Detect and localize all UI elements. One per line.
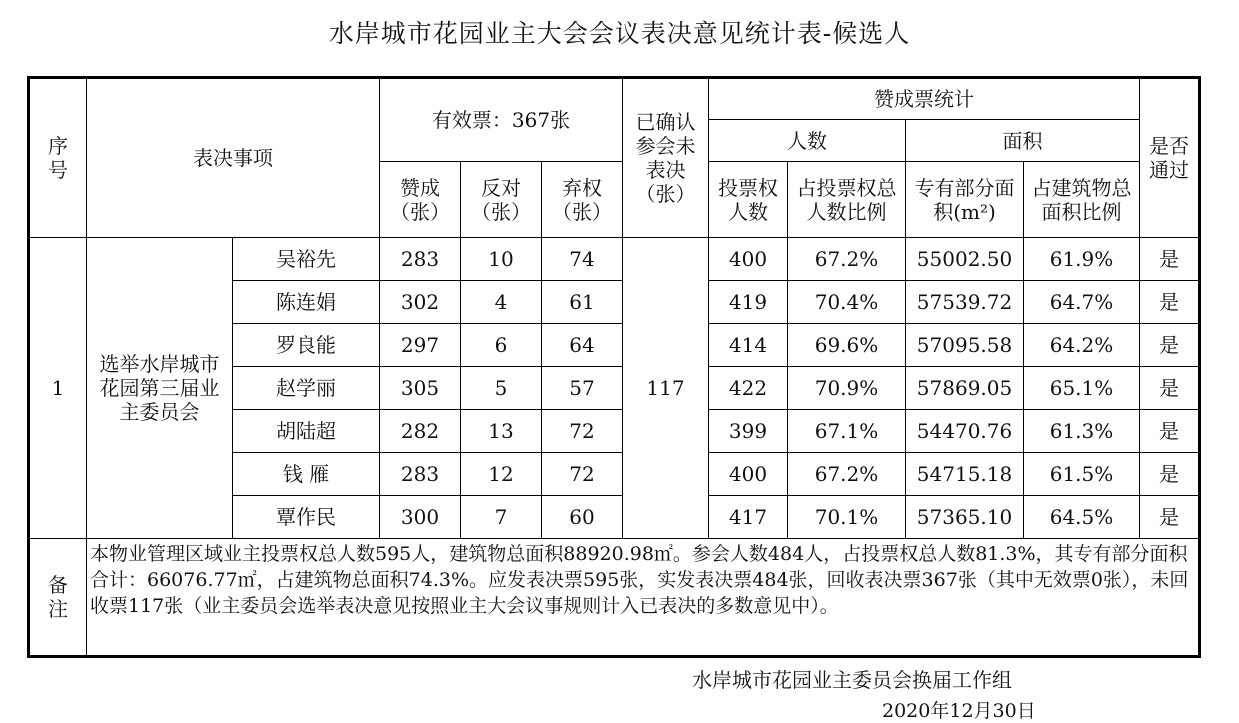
passed-status: 是 [1140, 410, 1200, 453]
abstain-count: 74 [542, 238, 623, 281]
approve-count: 283 [380, 238, 461, 281]
candidate-name: 陈连娟 [233, 281, 380, 324]
area-ratio: 64.5% [1024, 496, 1140, 539]
voter-ratio: 69.6% [788, 324, 906, 367]
oppose-count: 7 [461, 496, 542, 539]
header-valid-votes: 有效票：367张 [380, 78, 623, 162]
voter-ratio: 70.1% [788, 496, 906, 539]
exclusive-area: 57365.10 [906, 496, 1024, 539]
passed-status: 是 [1140, 453, 1200, 496]
notes-label: 备 注 [29, 539, 87, 657]
footer-organization: 水岸城市花园业主委员会换届工作组 [692, 668, 1012, 692]
header-seq: 序 号 [29, 78, 87, 238]
exclusive-area: 54715.18 [906, 453, 1024, 496]
approve-count: 305 [380, 367, 461, 410]
voter-count: 400 [709, 453, 788, 496]
oppose-count: 10 [461, 238, 542, 281]
passed-status: 是 [1140, 324, 1200, 367]
row-seq: 1 [29, 238, 87, 539]
exclusive-area: 57095.58 [906, 324, 1024, 367]
abstain-count: 72 [542, 410, 623, 453]
page-title: 水岸城市花园业主大会会议表决意见统计表-候选人 [328, 19, 911, 48]
vote-statistics-table [27, 76, 1201, 658]
header-exclusive-area: 专有部分面 积(m²) [906, 162, 1024, 238]
notes-text: 本物业管理区域业主投票权总人数595人，建筑物总面积88920.98㎡。参会人数484人，占投票权总人数81.3%，其专有部分面积合计：66076.77㎡，占建筑物总面积74.3%。应发表决票595张，实发表决票484张，回收表决票367张（其中无效票0张），未回收票117张（业主委员会选举表决意见按照业主大会议事规则计入已表决的多数意见中）。 [87, 539, 1200, 657]
abstain-count: 60 [542, 496, 623, 539]
voter-ratio: 70.4% [788, 281, 906, 324]
header-abstain: 弃权 （张） [542, 162, 623, 238]
oppose-count: 6 [461, 324, 542, 367]
voter-count: 422 [709, 367, 788, 410]
oppose-count: 13 [461, 410, 542, 453]
voter-ratio: 70.9% [788, 367, 906, 410]
approve-count: 282 [380, 410, 461, 453]
abstain-count: 61 [542, 281, 623, 324]
header-oppose: 反对 （张） [461, 162, 542, 238]
abstain-count: 57 [542, 367, 623, 410]
candidate-name: 赵学丽 [233, 367, 380, 410]
candidate-name: 钱 雁 [233, 453, 380, 496]
approve-count: 297 [380, 324, 461, 367]
header-voter-ratio: 占投票权总 人数比例 [788, 162, 906, 238]
candidate-name: 吴裕先 [233, 238, 380, 281]
candidate-name: 胡陆超 [233, 410, 380, 453]
exclusive-area: 57869.05 [906, 367, 1024, 410]
candidate-name: 覃作民 [233, 496, 380, 539]
area-ratio: 61.9% [1024, 238, 1140, 281]
passed-status: 是 [1140, 281, 1200, 324]
approve-count: 300 [380, 496, 461, 539]
voter-count: 419 [709, 281, 788, 324]
table-row [29, 238, 1200, 281]
row-confirmed: 117 [623, 238, 709, 539]
voter-count: 399 [709, 410, 788, 453]
footer-date: 2020年12月30日 [882, 700, 1036, 722]
row-matter: 选举水岸城市 花园第三届业 主委员会 [87, 238, 233, 539]
approve-count: 302 [380, 281, 461, 324]
header-approve: 赞成 （张） [380, 162, 461, 238]
area-ratio: 61.5% [1024, 453, 1140, 496]
abstain-count: 64 [542, 324, 623, 367]
voter-ratio: 67.1% [788, 410, 906, 453]
header-matter: 表决事项 [87, 78, 380, 238]
passed-status: 是 [1140, 367, 1200, 410]
exclusive-area: 54470.76 [906, 410, 1024, 453]
oppose-count: 5 [461, 367, 542, 410]
area-ratio: 64.7% [1024, 281, 1140, 324]
candidate-name: 罗良能 [233, 324, 380, 367]
approve-count: 283 [380, 453, 461, 496]
area-ratio: 65.1% [1024, 367, 1140, 410]
voter-count: 400 [709, 238, 788, 281]
oppose-count: 4 [461, 281, 542, 324]
voter-count: 417 [709, 496, 788, 539]
passed-status: 是 [1140, 238, 1200, 281]
exclusive-area: 57539.72 [906, 281, 1024, 324]
exclusive-area: 55002.50 [906, 238, 1024, 281]
header-headcount: 人数 [709, 120, 906, 162]
area-ratio: 61.3% [1024, 410, 1140, 453]
header-passed: 是否 通过 [1140, 78, 1200, 238]
area-ratio: 64.2% [1024, 324, 1140, 367]
voter-ratio: 67.2% [788, 453, 906, 496]
passed-status: 是 [1140, 496, 1200, 539]
header-approval-stats: 赞成票统计 [709, 78, 1140, 120]
header-voter-count: 投票权 人数 [709, 162, 788, 238]
oppose-count: 12 [461, 453, 542, 496]
abstain-count: 72 [542, 453, 623, 496]
header-area-ratio: 占建筑物总 面积比例 [1024, 162, 1140, 238]
voter-ratio: 67.2% [788, 238, 906, 281]
header-confirmed-not-voted: 已确认 参会未 表决 （张） [623, 78, 709, 238]
header-area: 面积 [906, 120, 1140, 162]
voter-count: 414 [709, 324, 788, 367]
